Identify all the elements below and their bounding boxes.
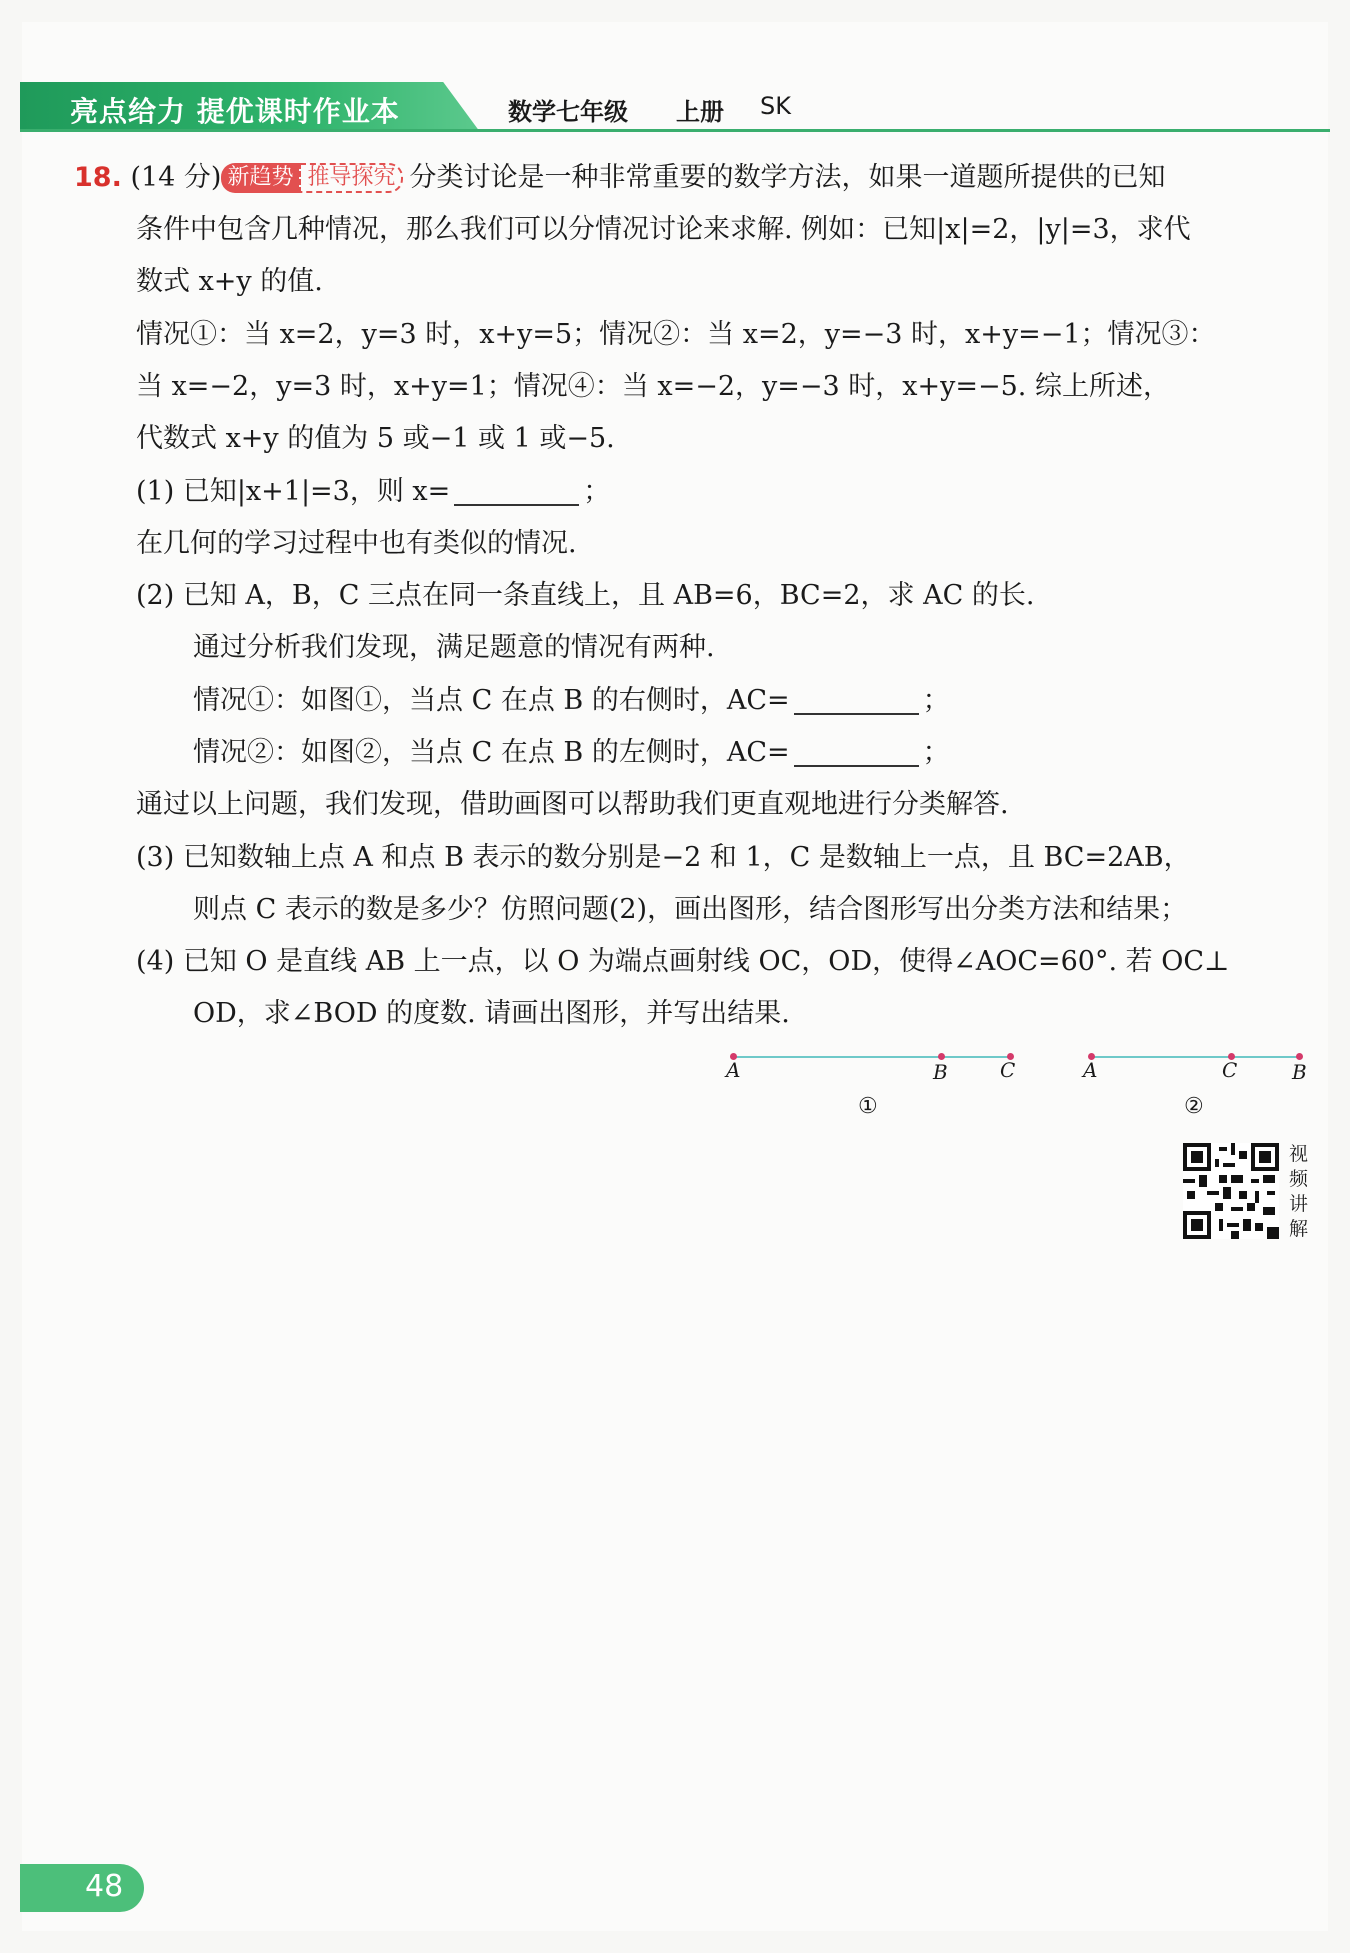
part-4-line-1: (4) 已知 O 是直线 AB 上一点，以 O 为端点画射线 OC，OD，使得∠AOC=60°. 若 OC⊥ bbox=[136, 946, 1230, 977]
example-line-2: 当 x=−2，y=3 时，x+y=1；情况④：当 x=−2，y=−3 时，x+y=−5. 综上所述， bbox=[136, 371, 1170, 402]
intro-line-1: 分类讨论是一种非常重要的数学方法，如果一道题所提供的已知 bbox=[409, 162, 1166, 193]
qr-code-icon[interactable] bbox=[1183, 1143, 1279, 1239]
tag-inquiry: 推导探究 bbox=[299, 163, 403, 193]
part-2-line-1: (2) 已知 A，B，C 三点在同一条直线上，且 AB=6，BC=2，求 AC 的长. bbox=[136, 580, 1035, 611]
part-2-case-1-end: ； bbox=[922, 685, 950, 716]
part-4-line-2: OD，求∠BOD 的度数. 请画出图形，并写出结果. bbox=[193, 998, 790, 1029]
question-points: (14 分) bbox=[130, 162, 222, 193]
figure-1-label-b: B bbox=[933, 1060, 948, 1084]
answer-blank-3[interactable] bbox=[794, 735, 919, 767]
part-3-line-2: 则点 C 表示的数是多少？仿照问题(2)，画出图形，结合图形写出分类方法和结果； bbox=[193, 894, 1188, 925]
figure-2-point-b bbox=[1296, 1053, 1303, 1060]
video-explanation-label: 视频讲解 bbox=[1289, 1143, 1309, 1240]
figure-2-label-a: A bbox=[1083, 1058, 1098, 1082]
intro-line-2: 条件中包含几种情况，那么我们可以分情况讨论来求解. 例如：已知|x|=2，|y|=3，求代 bbox=[136, 214, 1191, 245]
header-volume: 上册 bbox=[676, 98, 724, 126]
tag-new-trend: 新趋势 bbox=[221, 163, 299, 193]
figure-2-label-b: B bbox=[1292, 1060, 1307, 1084]
summary-text: 通过以上问题，我们发现，借助画图可以帮助我们更直观地进行分类解答. bbox=[136, 789, 1009, 820]
page-number-tab bbox=[20, 1864, 144, 1912]
part-1 bbox=[136, 472, 610, 512]
question-first-line bbox=[74, 158, 1165, 198]
figure-2-caption: ② bbox=[1184, 1094, 1204, 1119]
figure-1-label-c: C bbox=[1000, 1058, 1016, 1082]
figure-1-point-b bbox=[938, 1053, 945, 1060]
part-2-line-2: 通过分析我们发现，满足题意的情况有两种. bbox=[193, 632, 715, 663]
bridge-text: 在几何的学习过程中也有类似的情况. bbox=[136, 528, 577, 559]
figure-1-label-a: A bbox=[726, 1058, 741, 1082]
header-edition: SK bbox=[760, 92, 791, 120]
figure-1-segment bbox=[733, 1056, 1011, 1058]
part-2-case-2-text: 情况②：如图②，当点 C 在点 B 的左侧时，AC= bbox=[193, 737, 790, 768]
question-number: 18. bbox=[74, 162, 122, 193]
example-line-1: 情况①：当 x=2，y=3 时，x+y=5；情况②：当 x=2，y=−3 时，x+y=−1；情况③： bbox=[136, 319, 1216, 350]
part-1-end: ； bbox=[583, 476, 611, 507]
part-1-text: (1) 已知|x+1|=3，则 x= bbox=[136, 476, 451, 507]
page-number: 48 bbox=[85, 1869, 124, 1904]
answer-blank-1[interactable] bbox=[454, 474, 579, 506]
header-subject: 数学七年级 bbox=[508, 98, 628, 126]
header-divider bbox=[20, 129, 1330, 132]
answer-blank-2[interactable] bbox=[794, 683, 919, 715]
part-2-case-1 bbox=[193, 681, 950, 721]
figure-2-segment bbox=[1092, 1056, 1300, 1058]
intro-line-3: 数式 x+y 的值. bbox=[136, 266, 323, 297]
part-2-case-1-text: 情况①：如图①，当点 C 在点 B 的右侧时，AC= bbox=[193, 685, 790, 716]
part-3-line-1: (3) 已知数轴上点 A 和点 B 表示的数分别是−2 和 1，C 是数轴上一点，且 BC=2AB， bbox=[136, 842, 1191, 873]
example-line-3: 代数式 x+y 的值为 5 或−1 或 1 或−5. bbox=[136, 423, 615, 454]
part-2-case-2 bbox=[193, 733, 950, 773]
figure-1-caption: ① bbox=[858, 1094, 878, 1119]
part-2-case-2-end: ； bbox=[922, 737, 950, 768]
figure-2-label-c: C bbox=[1222, 1058, 1238, 1082]
header-brand: 亮点给力 提优课时作业本 bbox=[70, 95, 400, 128]
